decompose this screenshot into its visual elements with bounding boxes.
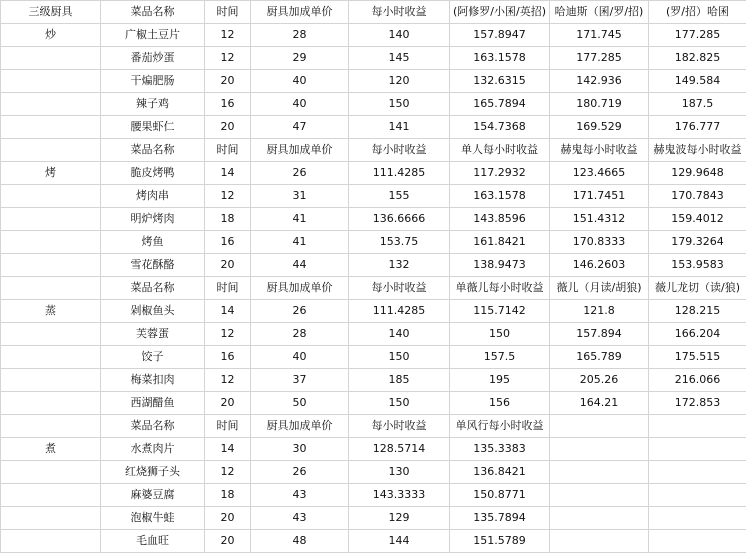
- table-row: [1, 392, 746, 415]
- cell-income-col-8[interactable]: [649, 438, 746, 461]
- table-row: [1, 254, 746, 277]
- header-cell-income-col-8[interactable]: [649, 415, 746, 438]
- cell-time[interactable]: 18: [205, 484, 251, 507]
- cell-income-col-6[interactable]: 157.5: [450, 346, 550, 369]
- cell-income-col-6[interactable]: 161.8421: [450, 231, 550, 254]
- header-cell-category[interactable]: [1, 277, 101, 300]
- header-cell-time[interactable]: 时间: [205, 1, 251, 24]
- cell-income-col-8[interactable]: 166.204: [649, 323, 746, 346]
- cell-time[interactable]: 12: [205, 323, 251, 346]
- cell-hourly-income[interactable]: 141: [349, 116, 450, 139]
- cell-hourly-income[interactable]: 111.4285: [349, 300, 450, 323]
- cell-time[interactable]: 14: [205, 300, 251, 323]
- cell-category[interactable]: [1, 530, 101, 553]
- cell-income-col-6[interactable]: 115.7142: [450, 300, 550, 323]
- cell-category[interactable]: [1, 369, 101, 392]
- cell-hourly-income[interactable]: 143.3333: [349, 484, 450, 507]
- cell-income-col-7[interactable]: [550, 484, 649, 507]
- cell-dish-name[interactable]: 芙蓉蛋: [101, 323, 205, 346]
- cell-dish-name[interactable]: 剁椒鱼头: [101, 300, 205, 323]
- header-row: [1, 139, 746, 162]
- cell-time[interactable]: 20: [205, 70, 251, 93]
- cell-time[interactable]: 20: [205, 116, 251, 139]
- header-cell-unit-price[interactable]: 厨具加成单价: [251, 277, 349, 300]
- cell-time[interactable]: 14: [205, 438, 251, 461]
- cell-income-col-6[interactable]: 157.8947: [450, 24, 550, 47]
- cell-income-col-7[interactable]: 177.285: [550, 47, 649, 70]
- cell-category[interactable]: 煮: [1, 438, 101, 461]
- cell-income-col-8[interactable]: 177.285: [649, 24, 746, 47]
- header-cell-hourly-income[interactable]: 每小时收益: [349, 277, 450, 300]
- cell-category[interactable]: 烤: [1, 162, 101, 185]
- header-cell-time[interactable]: 时间: [205, 139, 251, 162]
- header-cell-income-col-7[interactable]: 薇儿（月读/胡狼): [550, 277, 649, 300]
- cell-income-col-6[interactable]: 143.8596: [450, 208, 550, 231]
- cell-hourly-income[interactable]: 128.5714: [349, 438, 450, 461]
- cell-unit-price[interactable]: 28: [251, 24, 349, 47]
- header-cell-income-col-7[interactable]: 哈迪斯（囷/罗/招): [550, 1, 649, 24]
- cell-category[interactable]: [1, 231, 101, 254]
- header-cell-dish-name[interactable]: 菜品名称: [101, 1, 205, 24]
- header-cell-hourly-income[interactable]: 每小时收益: [349, 139, 450, 162]
- cell-unit-price[interactable]: 47: [251, 116, 349, 139]
- cell-dish-name[interactable]: 干煸肥肠: [101, 70, 205, 93]
- cell-hourly-income[interactable]: 111.4285: [349, 162, 450, 185]
- header-cell-hourly-income[interactable]: 每小时收益: [349, 415, 450, 438]
- cell-hourly-income[interactable]: 136.6666: [349, 208, 450, 231]
- cell-income-col-7[interactable]: 121.8: [550, 300, 649, 323]
- cell-income-col-7[interactable]: [550, 461, 649, 484]
- spreadsheet-body: [1, 1, 746, 553]
- header-cell-income-col-7[interactable]: 赫鬼每小时收益: [550, 139, 649, 162]
- cell-dish-name[interactable]: 梅菜扣肉: [101, 369, 205, 392]
- cell-income-col-8[interactable]: 172.853: [649, 392, 746, 415]
- cell-income-col-8[interactable]: 149.584: [649, 70, 746, 93]
- cell-time[interactable]: 12: [205, 24, 251, 47]
- table-row: [1, 47, 746, 70]
- cell-hourly-income[interactable]: 144: [349, 530, 450, 553]
- cell-time[interactable]: 12: [205, 369, 251, 392]
- cell-income-col-7[interactable]: 165.789: [550, 346, 649, 369]
- cell-dish-name[interactable]: 烤鱼: [101, 231, 205, 254]
- cell-unit-price[interactable]: 31: [251, 185, 349, 208]
- cell-time[interactable]: 18: [205, 208, 251, 231]
- header-cell-category[interactable]: 三级厨具: [1, 1, 101, 24]
- cell-income-col-7[interactable]: 171.745: [550, 24, 649, 47]
- cell-hourly-income[interactable]: 120: [349, 70, 450, 93]
- header-cell-time[interactable]: 时间: [205, 415, 251, 438]
- table-row: [1, 300, 746, 323]
- cell-time[interactable]: 16: [205, 93, 251, 116]
- header-cell-time[interactable]: 时间: [205, 277, 251, 300]
- cell-unit-price[interactable]: 26: [251, 162, 349, 185]
- cell-dish-name[interactable]: 脆皮烤鸭: [101, 162, 205, 185]
- table-row: [1, 461, 746, 484]
- cell-dish-name[interactable]: 麻婆豆腐: [101, 484, 205, 507]
- cell-category[interactable]: [1, 116, 101, 139]
- cell-dish-name[interactable]: 水煮肉片: [101, 438, 205, 461]
- header-cell-unit-price[interactable]: 厨具加成单价: [251, 139, 349, 162]
- cell-income-col-7[interactable]: 164.21: [550, 392, 649, 415]
- cell-income-col-7[interactable]: 157.894: [550, 323, 649, 346]
- cell-income-col-8[interactable]: 128.215: [649, 300, 746, 323]
- cell-category[interactable]: [1, 392, 101, 415]
- cell-time[interactable]: 20: [205, 392, 251, 415]
- cell-unit-price[interactable]: 40: [251, 70, 349, 93]
- cell-unit-price[interactable]: 40: [251, 93, 349, 116]
- cell-time[interactable]: 16: [205, 231, 251, 254]
- cell-category[interactable]: [1, 484, 101, 507]
- cell-dish-name[interactable]: 腰果虾仁: [101, 116, 205, 139]
- table-row: [1, 24, 746, 47]
- cell-income-col-6[interactable]: 135.7894: [450, 507, 550, 530]
- cell-income-col-8[interactable]: 153.9583: [649, 254, 746, 277]
- cell-income-col-7[interactable]: 142.936: [550, 70, 649, 93]
- cell-unit-price[interactable]: 43: [251, 507, 349, 530]
- cell-dish-name[interactable]: 雪花酥酪: [101, 254, 205, 277]
- header-cell-income-col-6[interactable]: 单人每小时收益: [450, 139, 550, 162]
- table-row: [1, 346, 746, 369]
- cell-category[interactable]: [1, 254, 101, 277]
- header-cell-category[interactable]: [1, 415, 101, 438]
- header-cell-income-col-6[interactable]: 单风行每小时收益: [450, 415, 550, 438]
- cell-dish-name[interactable]: 毛血旺: [101, 530, 205, 553]
- header-cell-dish-name[interactable]: 菜品名称: [101, 277, 205, 300]
- cell-hourly-income[interactable]: 129: [349, 507, 450, 530]
- header-row: [1, 415, 746, 438]
- cell-dish-name[interactable]: 明炉烤肉: [101, 208, 205, 231]
- cell-income-col-7[interactable]: 169.529: [550, 116, 649, 139]
- cell-income-col-7[interactable]: [550, 438, 649, 461]
- table-row: [1, 369, 746, 392]
- cell-hourly-income[interactable]: 145: [349, 47, 450, 70]
- cell-hourly-income[interactable]: 153.75: [349, 231, 450, 254]
- cell-income-col-6[interactable]: 154.7368: [450, 116, 550, 139]
- cell-income-col-6[interactable]: 163.1578: [450, 185, 550, 208]
- cell-hourly-income[interactable]: 140: [349, 323, 450, 346]
- header-cell-unit-price[interactable]: 厨具加成单价: [251, 1, 349, 24]
- cell-income-col-6[interactable]: 138.9473: [450, 254, 550, 277]
- cell-category[interactable]: [1, 323, 101, 346]
- cell-unit-price[interactable]: 48: [251, 530, 349, 553]
- cell-income-col-8[interactable]: [649, 484, 746, 507]
- cell-income-col-6[interactable]: 135.3383: [450, 438, 550, 461]
- cell-income-col-6[interactable]: 117.2932: [450, 162, 550, 185]
- table-row: [1, 507, 746, 530]
- cell-unit-price[interactable]: 41: [251, 208, 349, 231]
- cell-unit-price[interactable]: 30: [251, 438, 349, 461]
- cell-unit-price[interactable]: 50: [251, 392, 349, 415]
- cell-hourly-income[interactable]: 185: [349, 369, 450, 392]
- header-cell-category[interactable]: [1, 139, 101, 162]
- cell-unit-price[interactable]: 29: [251, 47, 349, 70]
- cell-hourly-income[interactable]: 150: [349, 392, 450, 415]
- cell-time[interactable]: 20: [205, 507, 251, 530]
- cell-income-col-6[interactable]: 136.8421: [450, 461, 550, 484]
- table-row: [1, 162, 746, 185]
- cell-income-col-6[interactable]: 150.8771: [450, 484, 550, 507]
- header-cell-dish-name[interactable]: 菜品名称: [101, 415, 205, 438]
- cell-income-col-6[interactable]: 132.6315: [450, 70, 550, 93]
- table-row: [1, 93, 746, 116]
- cell-income-col-6[interactable]: 156: [450, 392, 550, 415]
- cell-dish-name[interactable]: 饺子: [101, 346, 205, 369]
- cell-dish-name[interactable]: 红烧狮子头: [101, 461, 205, 484]
- cell-unit-price[interactable]: 37: [251, 369, 349, 392]
- cell-unit-price[interactable]: 26: [251, 300, 349, 323]
- cell-income-col-7[interactable]: 170.8333: [550, 231, 649, 254]
- table-row: [1, 208, 746, 231]
- cell-unit-price[interactable]: 28: [251, 323, 349, 346]
- cell-income-col-7[interactable]: 151.4312: [550, 208, 649, 231]
- cell-hourly-income[interactable]: 140: [349, 24, 450, 47]
- table-row: [1, 438, 746, 461]
- cell-income-col-8[interactable]: [649, 530, 746, 553]
- cell-income-col-7[interactable]: 205.26: [550, 369, 649, 392]
- cell-hourly-income[interactable]: 150: [349, 93, 450, 116]
- cell-category[interactable]: 蒸: [1, 300, 101, 323]
- cell-unit-price[interactable]: 43: [251, 484, 349, 507]
- table-row: [1, 231, 746, 254]
- cell-hourly-income[interactable]: 130: [349, 461, 450, 484]
- cell-category[interactable]: [1, 185, 101, 208]
- cell-income-col-8[interactable]: 175.515: [649, 346, 746, 369]
- cell-time[interactable]: 20: [205, 530, 251, 553]
- cell-income-col-7[interactable]: 123.4665: [550, 162, 649, 185]
- table-row: [1, 530, 746, 553]
- cell-income-col-7[interactable]: 146.2603: [550, 254, 649, 277]
- cell-income-col-8[interactable]: 129.9648: [649, 162, 746, 185]
- cell-category[interactable]: [1, 47, 101, 70]
- header-row: [1, 277, 746, 300]
- cell-time[interactable]: 14: [205, 162, 251, 185]
- cell-hourly-income[interactable]: 155: [349, 185, 450, 208]
- header-cell-income-col-8[interactable]: (罗/招）哈囷: [649, 1, 746, 24]
- cell-income-col-8[interactable]: 187.5: [649, 93, 746, 116]
- cell-time[interactable]: 16: [205, 346, 251, 369]
- cell-time[interactable]: 12: [205, 47, 251, 70]
- cell-income-col-8[interactable]: [649, 507, 746, 530]
- cell-income-col-6[interactable]: 163.1578: [450, 47, 550, 70]
- header-cell-income-col-7[interactable]: [550, 415, 649, 438]
- header-cell-hourly-income[interactable]: 每小时收益: [349, 1, 450, 24]
- cell-category[interactable]: [1, 208, 101, 231]
- cell-time[interactable]: 12: [205, 461, 251, 484]
- cell-time[interactable]: 12: [205, 185, 251, 208]
- cell-income-col-6[interactable]: 195: [450, 369, 550, 392]
- cell-hourly-income[interactable]: 150: [349, 346, 450, 369]
- table-row: [1, 116, 746, 139]
- cell-income-col-7[interactable]: 171.7451: [550, 185, 649, 208]
- cell-income-col-8[interactable]: 176.777: [649, 116, 746, 139]
- cell-unit-price[interactable]: 40: [251, 346, 349, 369]
- cell-hourly-income[interactable]: 132: [349, 254, 450, 277]
- cell-income-col-8[interactable]: 179.3264: [649, 231, 746, 254]
- cell-unit-price[interactable]: 26: [251, 461, 349, 484]
- cell-unit-price[interactable]: 44: [251, 254, 349, 277]
- header-cell-unit-price[interactable]: 厨具加成单价: [251, 415, 349, 438]
- cell-unit-price[interactable]: 41: [251, 231, 349, 254]
- cell-income-col-7[interactable]: [550, 530, 649, 553]
- header-cell-income-col-8[interactable]: 薇儿龙切（读/狼): [649, 277, 746, 300]
- cell-category[interactable]: [1, 93, 101, 116]
- header-cell-income-col-8[interactable]: 赫鬼波每小时收益: [649, 139, 746, 162]
- cell-income-col-6[interactable]: 150: [450, 323, 550, 346]
- cell-income-col-6[interactable]: 151.5789: [450, 530, 550, 553]
- cell-category[interactable]: [1, 507, 101, 530]
- cell-dish-name[interactable]: 烤肉串: [101, 185, 205, 208]
- cell-income-col-8[interactable]: [649, 461, 746, 484]
- cell-category[interactable]: [1, 70, 101, 93]
- header-cell-income-col-6[interactable]: 单薇儿每小时收益: [450, 277, 550, 300]
- cell-income-col-7[interactable]: [550, 507, 649, 530]
- cell-dish-name[interactable]: 番茄炒蛋: [101, 47, 205, 70]
- cell-income-col-8[interactable]: 182.825: [649, 47, 746, 70]
- table-row: [1, 484, 746, 507]
- cell-dish-name[interactable]: 泡椒牛蛙: [101, 507, 205, 530]
- cell-income-col-8[interactable]: 170.7843: [649, 185, 746, 208]
- cell-income-col-8[interactable]: 159.4012: [649, 208, 746, 231]
- table-row: [1, 70, 746, 93]
- cell-dish-name[interactable]: 西湖醋鱼: [101, 392, 205, 415]
- cell-income-col-6[interactable]: 165.7894: [450, 93, 550, 116]
- header-cell-dish-name[interactable]: 菜品名称: [101, 139, 205, 162]
- cell-category[interactable]: [1, 461, 101, 484]
- cell-category[interactable]: [1, 346, 101, 369]
- cell-dish-name[interactable]: 辣子鸡: [101, 93, 205, 116]
- cell-income-col-8[interactable]: 216.066: [649, 369, 746, 392]
- cell-income-col-7[interactable]: 180.719: [550, 93, 649, 116]
- cell-time[interactable]: 20: [205, 254, 251, 277]
- header-row: [1, 1, 746, 24]
- table-row: [1, 185, 746, 208]
- header-cell-income-col-6[interactable]: (阿修罗/小囷/英招): [450, 1, 550, 24]
- cell-dish-name[interactable]: 广椒土豆片: [101, 24, 205, 47]
- cell-category[interactable]: 炒: [1, 24, 101, 47]
- table-row: [1, 323, 746, 346]
